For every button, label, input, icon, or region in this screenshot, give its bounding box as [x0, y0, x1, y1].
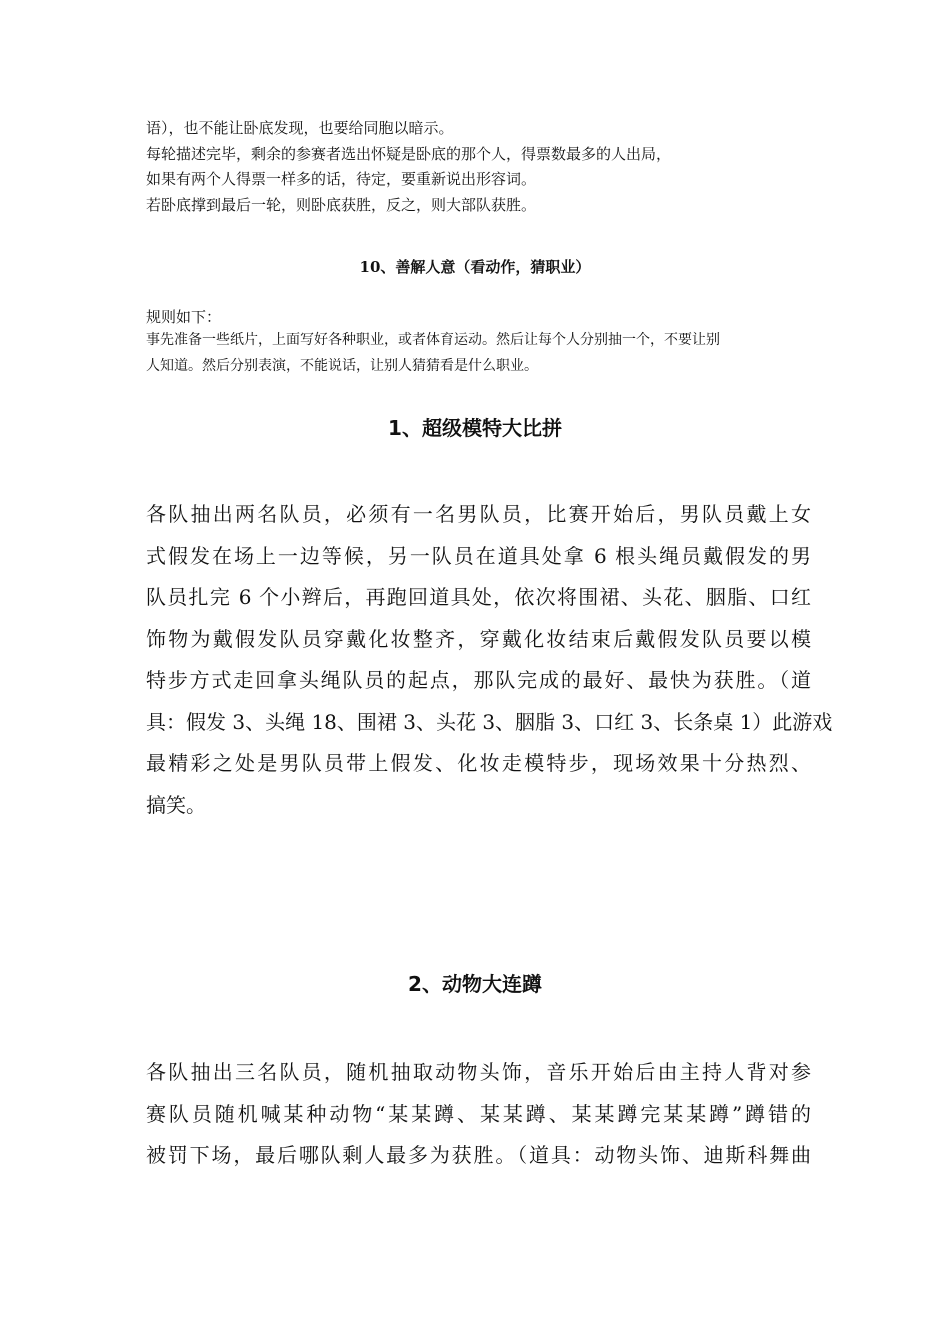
section-title-game2: 2、动物大连蹲 — [408, 972, 542, 996]
intro-line: 每轮描述完毕，剩余的参赛者选出怀疑是卧底的那个人，得票数最多的人出局， — [146, 145, 672, 163]
paragraph-line: 式假发在场上一边等候，另一队员在道具处拿 6 根头绳员戴假发的男 — [146, 543, 811, 568]
paragraph-line: 被罚下场，最后哪队剩人最多为获胜。（道具：动物头饰、迪斯科舞曲 — [146, 1143, 811, 1167]
rules-line: 事先准备一些纸片，上面写好各种职业，或者体育运动。然后让每个人分别抽一个，不要让别 — [146, 332, 720, 348]
section-title-game10: 10、善解人意（看动作，猜职业） — [359, 258, 591, 276]
rules-line: 人知道。然后分别表演，不能说话，让别人猜猜看是什么职业。 — [146, 358, 538, 374]
section-title-game1: 1、超级模特大比拼 — [388, 416, 562, 440]
game1-paragraph — [146, 494, 833, 826]
paragraph-line: 队员扎完 6 个小辫后，再跑回道具处，依次将围裙、头花、胭脂、口红 — [146, 585, 811, 609]
rules-label: 规则如下： — [146, 308, 222, 326]
game2-paragraph — [146, 1052, 811, 1177]
paragraph-line: 搞笑。 — [146, 792, 206, 817]
paragraph-line: 最精彩之处是男队员带上假发、化妆走模特步，现场效果十分热烈、 — [146, 751, 811, 775]
paragraph-line: 饰物为戴假发队员穿戴化妆整齐，穿戴化妆结束后戴假发队员要以模 — [146, 626, 811, 651]
intro-line: 如果有两个人得票一样多的话，待定，要重新说出形容词。 — [146, 170, 537, 188]
intro-line: 若卧底撑到最后一轮，则卧底获胜，反之，则大部队获胜。 — [146, 196, 537, 214]
paragraph-line: 特步方式走回拿头绳队员的起点，那队完成的最好、最快为获胜。（道 — [146, 668, 811, 692]
paragraph-line: 赛队员随机喊某种动物“某某蹲、某某蹲、某某蹲完某某蹲”蹲错的 — [146, 1101, 811, 1126]
paragraph-line: 各队抽出两名队员，必须有一名男队员，比赛开始后，男队员戴上女 — [146, 502, 811, 526]
paragraph-line: 具：假发 3、头绳 18、围裙 3、头花 3、胭脂 3、口红 3、长条桌 1）此游戏 — [146, 709, 833, 734]
paragraph-line: 各队抽出三名队员，随机抽取动物头饰，音乐开始后由主持人背对参 — [146, 1060, 811, 1084]
intro-line: 语），也不能让卧底发现，也要给同胞以暗示。 — [146, 119, 454, 137]
